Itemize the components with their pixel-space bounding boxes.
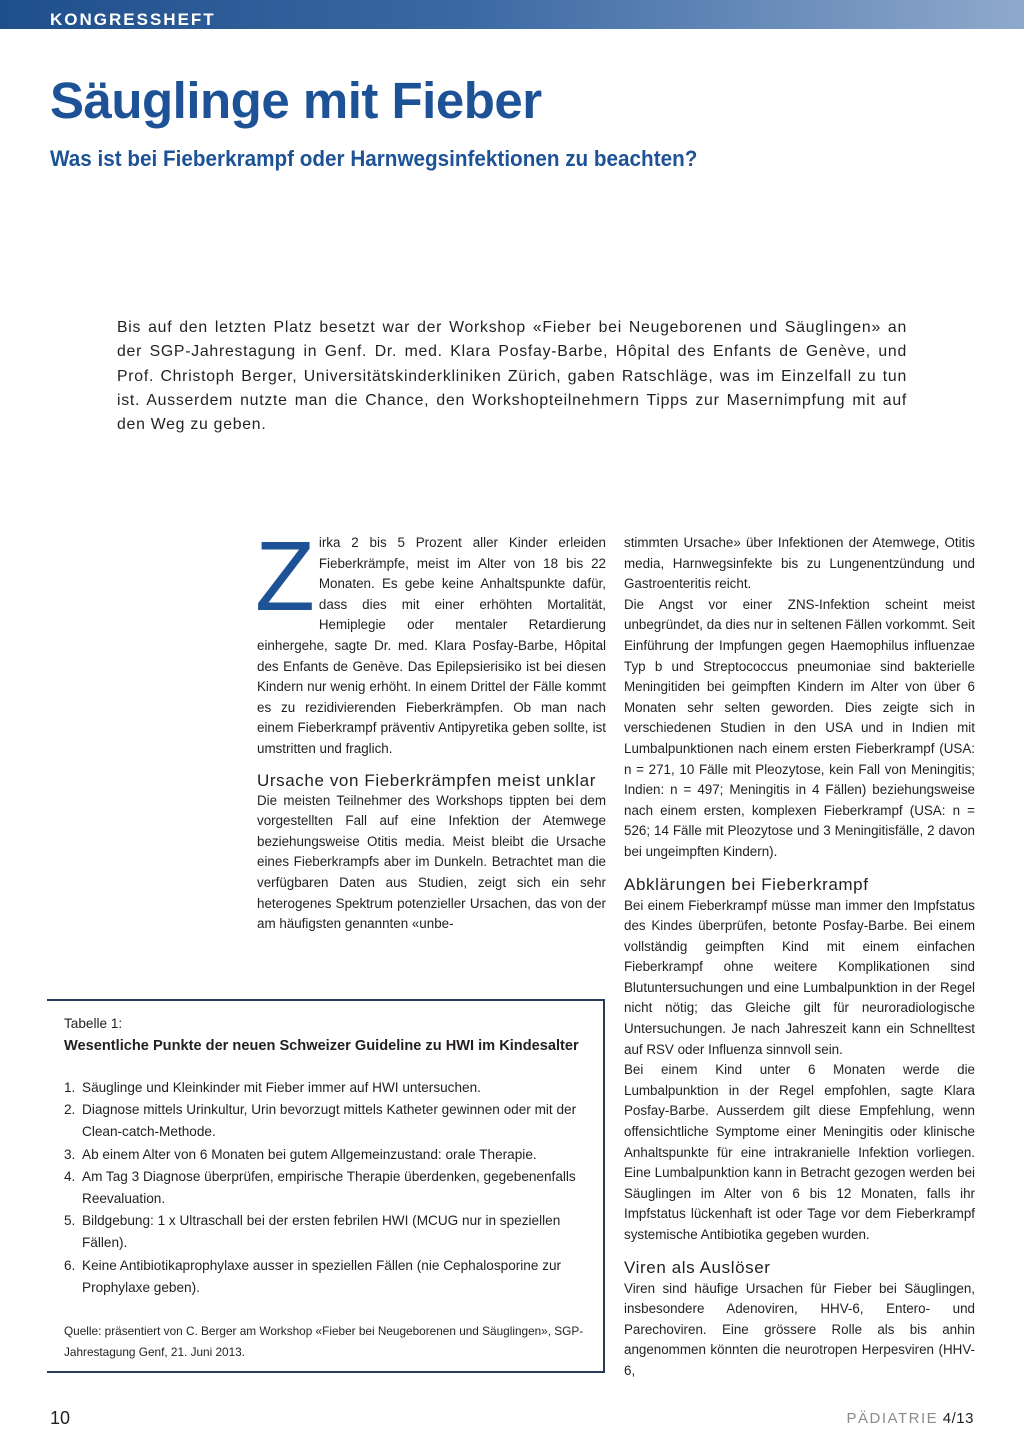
section-label: KONGRESSHEFT bbox=[50, 10, 216, 29]
list-item bbox=[64, 1255, 594, 1299]
guideline-table-box bbox=[47, 999, 605, 1373]
issue-number: 4/13 bbox=[942, 1410, 974, 1427]
list-number: 6. bbox=[64, 1257, 76, 1273]
list-item bbox=[64, 1099, 594, 1143]
list-text: Säuglinge und Kleinkinder mit Fieber immer auf HWI untersuchen. bbox=[82, 1080, 481, 1095]
publication-footer bbox=[847, 1410, 974, 1428]
body-paragraph: Die Angst vor einer ZNS-Infektion scheint meist unbegründet, da dies nur in seltenen Fällen vorkommt. Seit Einführung der Impfungen gegen Haemophilus influenzae Typ b und Streptococcus pneumoniae sind bakterielle Meningitiden bei geimpften Kindern im Alter von über 6 Monaten sehr selten geworden. Dies zeigte sich in verschiedenen Studien in den USA und in Indien mit Lumbalpunktionen nach einem ersten Fieberkrampf (USA: n = 271, 10 Fälle mit Pleozytose, kein Fall von Meningitis; Indien: n = 497; Meningitis in 4 Fällen) beziehungsweise nach einem ersten, komplexen Fieberkrampf (USA: n = 526; 14 Fälle mit Pleozytose und 3 Meningitisfälle, 2 davon bei ungeimpften Kindern). bbox=[624, 596, 975, 859]
list-number: 1. bbox=[64, 1080, 76, 1095]
column-left bbox=[255, 521, 606, 935]
body-paragraph: irka 2 bis 5 Prozent aller Kinder erleiden Fieberkrämpfe, meist im Alter von 18 bis 22 Monaten. Es gebe keine Anhaltspunkte dafür, dass dies mit einer erhöhten Mortalität, Hemiplegie oder mentaler Retardierung einhergehe, sagte Dr. med. Klara Posfay-Barbe, Hôpital des Enfants de Genève. Das Epilepsierisiko ist bei diesen Kindern nur wenig erhöht. In einem Drittel der Fälle kommt es zu rezidivierenden Fieberkrämpfen. Ob man nach einem Fieberkrampf präventiv Antipyretika geben sollte, ist umstritten und fraglich. bbox=[257, 535, 606, 756]
section-heading: Ursache von Fieberkrämpfen meist unklar bbox=[257, 770, 596, 790]
drop-cap: Z bbox=[255, 521, 315, 631]
list-text: Diagnose mittels Urinkultur, Urin bevorzugt mittels Katheter gewinnen oder mit der Clean-catch-Methode. bbox=[82, 1102, 577, 1140]
table-title: Wesentliche Punkte der neuen Schweizer Guideline zu HWI im Kindesalter bbox=[64, 1038, 579, 1055]
column-right bbox=[624, 533, 975, 1382]
list-item bbox=[64, 1210, 594, 1254]
table-source: Quelle: präsentiert von C. Berger am Workshop «Fieber bei Neugeborenen und Säuglingen», SGP-Jahrestagung Genf, 21. Juni 2013. bbox=[64, 1324, 584, 1359]
list-text: Ab einem Alter von 6 Monaten bei gutem Allgemeinzustand: orale Therapie. bbox=[82, 1146, 537, 1162]
table-caption bbox=[64, 1013, 604, 1057]
body-paragraph: Bei einem Kind unter 6 Monaten werde die Lumbalpunktion in der Regel empfohlen, sagte Klara Posfay-Barbe. Ausserdem gilt diese Empfehlung, wenn offensichtliche Symptome einer Meningitis oder klinische Anhaltspunkte für eine intrakranielle Infektion vorliegen. Eine Lumbalpunktion kann in Betracht gezogen werden bei Säuglingen im Alter von 6 bis 12 Monaten, falls ihr Impfstatus lückenhaft ist oder Tage vor dem Fieberkrampf systemische Antibiotika gegeben wurden. bbox=[624, 1062, 975, 1242]
list-item bbox=[64, 1166, 594, 1210]
list-item bbox=[64, 1077, 594, 1099]
body-paragraph: Viren sind häufige Ursachen für Fieber bei Säuglingen, insbesondere Adenoviren, HHV-6, Entero- und Parechoviren. Eine grössere Rolle als bis anhin angenommen könnten die neurotropen Herpesviren (HHV-6, bbox=[624, 1280, 975, 1378]
section-heading: Viren als Auslöser bbox=[624, 1257, 771, 1277]
list-text: Keine Antibiotikaprophylaxe ausser in speziellen Fällen (nie Cephalosporine zur Prophylaxe geben). bbox=[82, 1257, 562, 1295]
list-number: 4. bbox=[64, 1168, 76, 1184]
list-number: 5. bbox=[64, 1213, 76, 1229]
article-title: Säuglinge mit Fieber bbox=[50, 72, 542, 129]
list-item bbox=[64, 1144, 594, 1166]
list-number: 3. bbox=[64, 1146, 76, 1162]
article-subtitle: Was ist bei Fieberkrampf oder Harnwegsinfektionen zu beachten? bbox=[50, 146, 698, 171]
section-heading: Abklärungen bei Fieberkrampf bbox=[624, 874, 869, 894]
guideline-list bbox=[64, 1077, 594, 1299]
publication-name: PÄDIATRIE bbox=[846, 1410, 939, 1427]
body-paragraph: Bei einem Fieberkrampf müsse man immer den Impfstatus des Kindes überprüfen, betonte Posfay-Barbe. Bei einem vollständig geimpften Kind mit einem einfachen Fieberkrampf ohne weitere Komplikationen sind Blutuntersuchungen und eine Lumbalpunktion in der Regel nicht nötig; das Gleiche gilt für neuroradiologische Untersuchungen. Je nach Jahreszeit kann ein Schnelltest auf RSV oder Influenza sinnvoll sein. bbox=[624, 897, 975, 1057]
list-text: Am Tag 3 Diagnose überprüfen, empirische Therapie überdenken, gegebenenfalls Reevaluation. bbox=[82, 1168, 576, 1207]
list-text: Bildgebung: 1 x Ultraschall bei der ersten febrilen HWI (MCUG nur in speziellen Fällen). bbox=[82, 1213, 561, 1251]
table-label: Tabelle 1: bbox=[64, 1016, 123, 1031]
body-paragraph: Die meisten Teilnehmer des Workshops tippten bei dem vorgestellten Fall auf eine Infektion der Atemwege beziehungsweise Otitis media. Meist bleibt die Ursache eines Fieberkrampfs aber im Dunkeln. Betrachtet man die verfügbaren Daten aus Studien, zeigt sich ein sehr heterogenes Spektrum potenzieller Ursachen, das von der am häufigsten genannten «unbe- bbox=[257, 792, 606, 932]
section-header-bar bbox=[0, 0, 1024, 29]
page-number: 10 bbox=[50, 1408, 71, 1428]
lead-paragraph: Bis auf den letzten Platz besetzt war der Workshop «Fieber bei Neugeborenen und Säuglingen» an der SGP-Jahrestagung in Genf. Dr. med. Klara Posfay-Barbe, Hôpital des Enfants de Genève, und Prof. Christoph Berger, Universitätskinderkliniken Zürich, gaben Ratschläge, was im Einzelfall zu tun ist. Ausserdem nutzte man die Chance, den Workshopteilnehmern Tipps zur Masernimpfung mit auf den Weg zu geben. bbox=[117, 319, 907, 434]
body-paragraph: stimmten Ursache» über Infektionen der Atemwege, Otitis media, Harnwegsinfekte bis zu Lungenentzündung und Gastroenteritis reicht. bbox=[624, 535, 975, 592]
list-number: 2. bbox=[64, 1102, 76, 1118]
